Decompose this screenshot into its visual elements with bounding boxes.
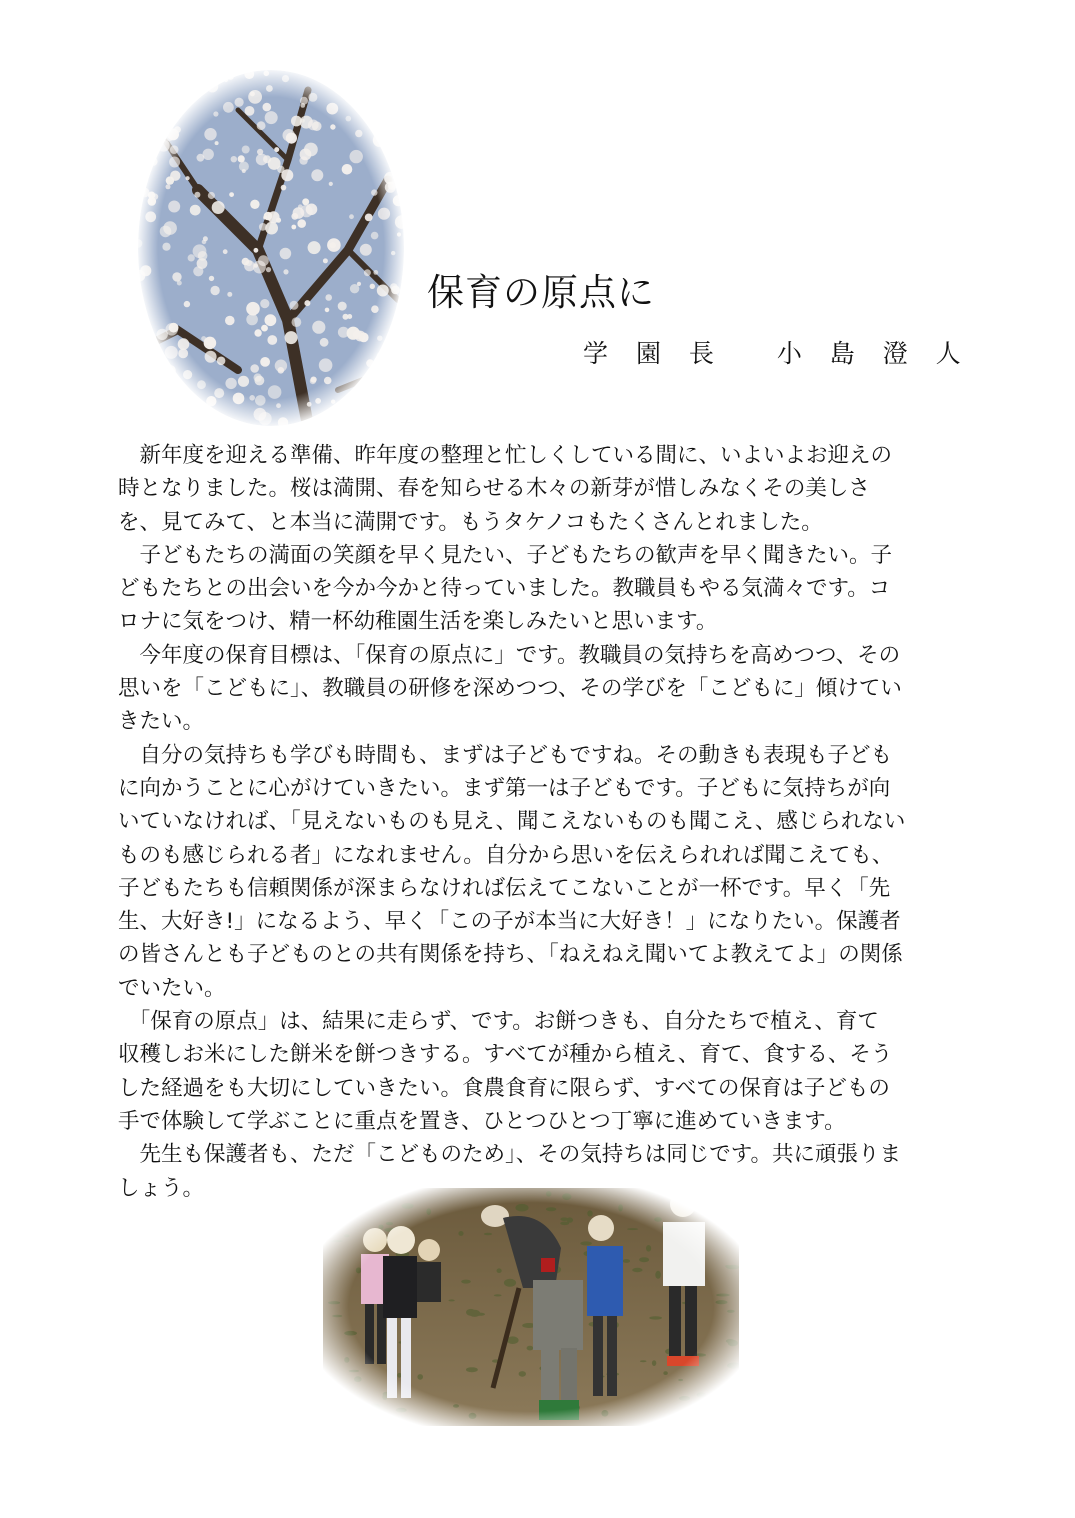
body-line: 子どもたちも信頼関係が深まらなければ伝えてこないことが一杯です。早く「先 (118, 875, 891, 901)
body-line: 時となりました。桜は満開、春を知らせる木々の新芽が惜しみなくその美しさ (118, 476, 870, 502)
body-line: 生、大好き!」になるよう、早く「この子が本当に大好き！」になりたい。保護者 (118, 909, 901, 935)
cherry-blossom-photo (138, 70, 404, 426)
body-line: した経過をも大切にしていきたい。食農食育に限らず、すべての保育は子どもの (118, 1075, 890, 1101)
body-line: 先生も保護者も、ただ「こどものため」、その気持ちは同じです。共に頑張りま (118, 1142, 902, 1168)
body-line: いていなければ、「見えないものも見え、聞こえないものも聞こえ、感じられない (118, 809, 906, 835)
body-line: 子どもたちの満面の笑顔を早く見たい、子どもたちの歓声を早く聞きたい。子 (118, 542, 893, 568)
body-line: きたい。 (118, 709, 205, 735)
children-planting-photo (323, 1188, 739, 1426)
body-line: 手で体験して学ぶことに重点を置き、ひとつひとつ丁寧に進めていきます。 (118, 1108, 846, 1134)
body-line: 自分の気持ちも学びも時間も、まずは子どもですね。その動きも表現も子ども (118, 742, 893, 768)
body-line: しょう。 (118, 1175, 205, 1201)
body-line: を、見てみて、と本当に満開です。もうタケノコもたくさんとれました。 (118, 509, 823, 535)
body-line: 新年度を迎える準備、昨年度の整理と忙しくしている間に、いよいよお迎えの (118, 443, 893, 468)
body-line: どもたちとの出会いを今か今かと待っていました。教職員もやる気満々です。コ (118, 576, 891, 602)
body-line: に向かうことに心がけていきたい。まず第一は子どもです。子どもに気持ちが向 (118, 775, 891, 801)
body-line: 思いを「こどもに」、教職員の研修を深めつつ、その学びを「こどもに」傾けてい (118, 676, 902, 702)
body-line: でいたい。 (118, 975, 226, 1001)
body-line: ものも感じられる者」になれません。自分から思いを伝えられれば聞こえても、 (118, 842, 894, 868)
body-line: の皆さんとも子どものとの共有関係を持ち、「ねえねえ聞いてよ教えてよ」の関係 (118, 942, 903, 968)
page-title: 保育の原点に (427, 271, 655, 314)
body-line: ロナに気をつけ、精一杯幼稚園生活を楽しみたいと思います。 (118, 609, 718, 635)
body-line: 今年度の保育目標は、「保育の原点に」です。教職員の気持ちを高めつつ、その (118, 642, 901, 668)
body-line: 収穫しお米にした餅米を餅つきする。すべてが種から植え、育て、食する、そう (118, 1042, 893, 1068)
author-line: 学 園 長 小 島 澄 人 (583, 339, 971, 368)
article-body (118, 439, 960, 1205)
body-line: 「保育の原点」は、結果に走らず、です。お餅つきも、自分たちで植え、育て (118, 1009, 879, 1035)
